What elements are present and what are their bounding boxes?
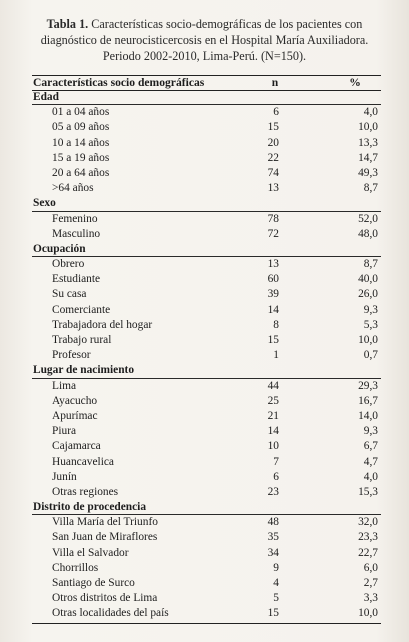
row-percent: 3,3 — [363, 592, 378, 605]
row-percent: 40,0 — [358, 273, 378, 286]
section-title: Sexo — [33, 197, 56, 210]
table-row — [32, 439, 381, 454]
row-label: Otros distritos de Lima — [52, 592, 158, 605]
row-count: 35 — [267, 531, 279, 544]
row-count: 39 — [267, 288, 279, 301]
table-row — [32, 591, 381, 606]
row-count: 21 — [267, 409, 279, 422]
row-percent: 8,7 — [363, 258, 378, 271]
row-label: San Juan de Miraflores — [52, 531, 158, 544]
header-percent: % — [349, 76, 361, 89]
table-row — [32, 287, 381, 302]
row-percent: 29,3 — [358, 379, 378, 392]
table-row — [32, 424, 381, 439]
row-label: Santiago de Surco — [52, 577, 135, 589]
row-count: 14 — [267, 425, 279, 438]
row-label: Comerciante — [52, 303, 111, 316]
row-label: Su casa — [52, 288, 87, 301]
section-header-row — [32, 196, 381, 211]
table-row — [32, 470, 381, 485]
row-label: Ayacucho — [52, 394, 98, 407]
row-count: 74 — [267, 166, 279, 179]
table-row — [32, 455, 381, 470]
table-row — [32, 333, 381, 348]
table-row — [32, 151, 381, 166]
row-count: 48 — [267, 516, 279, 529]
table-row — [32, 409, 381, 424]
row-label: Femenino — [52, 212, 98, 225]
row-percent: 4,7 — [363, 455, 378, 468]
row-label: Profesor — [52, 349, 91, 362]
row-percent: 4,0 — [363, 106, 378, 119]
row-label: 15 a 19 años — [52, 151, 110, 164]
row-label: >64 años — [52, 182, 94, 195]
section-header-row — [32, 500, 381, 515]
row-count: 25 — [267, 394, 279, 407]
row-percent: 6,0 — [363, 561, 378, 574]
row-count: 10 — [267, 440, 279, 453]
table-row — [32, 485, 381, 500]
row-percent: 14,0 — [358, 409, 378, 422]
row-label: 05 a 09 años — [52, 121, 110, 134]
header-n: n — [271, 76, 279, 89]
row-percent: 23,3 — [358, 531, 378, 544]
row-label: Villa el Salvador — [52, 546, 129, 559]
table-row — [32, 257, 381, 272]
row-percent: 49,3 — [358, 166, 378, 179]
section-title: Ocupación — [33, 242, 86, 255]
table-row — [32, 105, 381, 120]
row-count: 22 — [267, 151, 279, 164]
row-percent: 10,0 — [358, 607, 378, 620]
table-row — [32, 606, 381, 621]
row-label: Piura — [52, 425, 77, 438]
row-count: 9 — [273, 561, 279, 574]
table-row — [32, 394, 381, 409]
row-count: 13 — [267, 182, 279, 195]
row-count: 6 — [273, 106, 279, 119]
row-count: 1 — [273, 349, 279, 362]
row-label: 10 a 14 años — [52, 136, 110, 149]
row-count: 4 — [273, 577, 279, 589]
row-percent: 16,7 — [358, 394, 378, 407]
row-label: Obrero — [52, 258, 85, 271]
header-characteristics: Características socio demográficas — [33, 76, 205, 89]
table-row — [32, 515, 381, 530]
row-label: Trabajo rural — [52, 334, 112, 346]
row-percent: 10,0 — [358, 334, 378, 346]
table-caption-text: Características socio-demográficas de los pacientes con diagnóstico de neurocisticercosis en el Hospital María Auxiliadora. Periodo 2002-2010, Lima-Perú. (N=150). — [40, 17, 369, 63]
row-count: 8 — [273, 318, 279, 331]
row-count: 78 — [267, 212, 279, 225]
table-caption-label: Tabla 1. — [46, 17, 89, 31]
table-bottom-rule — [32, 623, 381, 624]
row-label: Trabajadora del hogar — [52, 318, 153, 331]
table-row — [32, 212, 381, 227]
row-count: 72 — [267, 227, 279, 240]
row-label: Villa María del Triunfo — [52, 516, 158, 529]
row-percent: 8,7 — [363, 182, 378, 195]
row-percent: 52,0 — [358, 212, 378, 225]
table-row — [32, 166, 381, 181]
row-count: 14 — [267, 303, 279, 316]
table-header-row — [32, 76, 381, 90]
row-label: Chorrillos — [52, 561, 99, 574]
table-row — [32, 181, 381, 196]
row-percent: 14,7 — [358, 151, 378, 164]
table-row — [32, 136, 381, 151]
table-row — [32, 379, 381, 394]
row-percent: 6,7 — [363, 440, 378, 453]
row-label: 20 a 64 años — [52, 166, 110, 179]
section-title: Distrito de procedencia — [33, 501, 147, 514]
row-count: 15 — [267, 607, 279, 620]
row-percent: 26,0 — [358, 288, 378, 301]
table-caption — [22, 16, 387, 64]
table-row — [32, 546, 381, 561]
row-count: 20 — [267, 136, 279, 149]
row-label: Masculino — [52, 227, 101, 240]
row-label: Otras regiones — [52, 485, 119, 498]
row-label: 01 a 04 años — [52, 106, 110, 119]
section-header-row — [32, 363, 381, 378]
table-row — [32, 318, 381, 333]
table-row — [32, 227, 381, 242]
row-count: 44 — [267, 379, 279, 392]
row-count: 23 — [267, 485, 279, 498]
row-label: Cajamarca — [52, 440, 101, 453]
table-row — [32, 530, 381, 545]
row-percent: 48,0 — [358, 227, 378, 240]
section-header-row — [32, 242, 381, 257]
row-percent: 32,0 — [358, 516, 378, 529]
row-percent: 9,3 — [363, 303, 378, 316]
table-row — [32, 272, 381, 287]
row-percent: 2,7 — [363, 577, 378, 589]
row-percent: 22,7 — [358, 546, 378, 559]
row-label: Junín — [52, 470, 77, 483]
row-percent: 5,3 — [363, 318, 378, 331]
table-row — [32, 561, 381, 576]
row-count: 13 — [267, 258, 279, 271]
row-label: Apurímac — [52, 409, 98, 422]
row-percent: 13,3 — [358, 136, 378, 149]
table-row — [32, 120, 381, 135]
section-title: Lugar de nacimiento — [33, 364, 135, 377]
row-count: 15 — [267, 121, 279, 134]
section-title: Edad — [33, 91, 59, 103]
table-row — [32, 348, 381, 363]
table-row — [32, 576, 381, 591]
row-label: Otras localidades del país — [52, 607, 169, 620]
row-percent: 0,7 — [363, 349, 378, 362]
row-count: 6 — [273, 470, 279, 483]
row-percent: 4,0 — [363, 470, 378, 483]
table-row — [32, 303, 381, 318]
row-percent: 15,3 — [358, 485, 378, 498]
table-body — [32, 90, 381, 622]
row-percent: 9,3 — [363, 425, 378, 438]
section-header-row — [32, 90, 381, 105]
row-count: 34 — [267, 546, 279, 559]
row-percent: 10,0 — [358, 121, 378, 134]
row-count: 15 — [267, 334, 279, 346]
row-label: Lima — [52, 379, 77, 392]
row-count: 5 — [273, 592, 279, 605]
row-count: 7 — [273, 455, 279, 468]
row-label: Estudiante — [52, 273, 101, 286]
row-count: 60 — [267, 273, 279, 286]
row-label: Huancavelica — [52, 455, 114, 468]
